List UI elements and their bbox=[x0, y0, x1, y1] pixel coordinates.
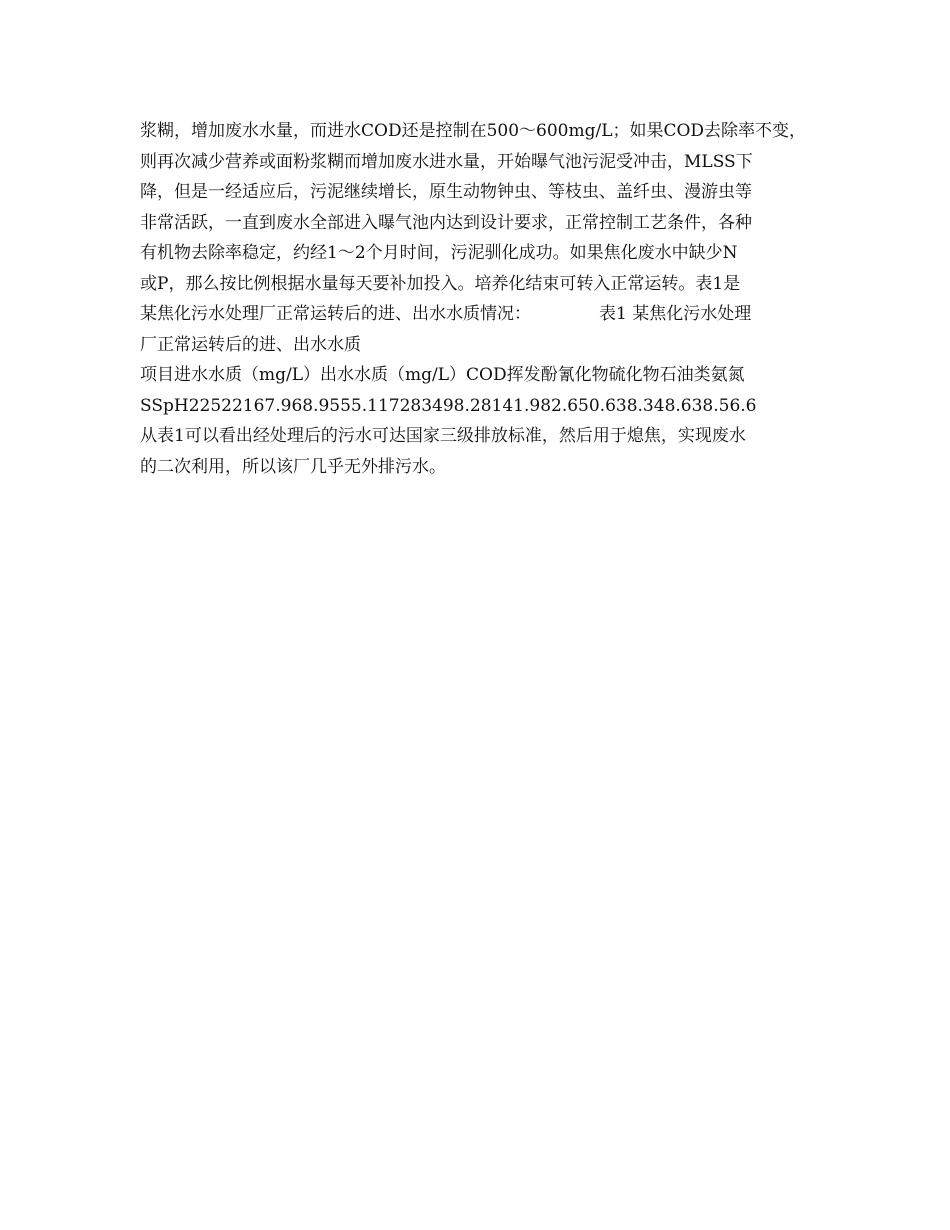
paragraph-line-with-caption bbox=[140, 299, 820, 330]
paragraph-text: 某焦化污水处理厂正常运转后的进、出水水质情况： bbox=[140, 304, 531, 324]
conclusion-line: 的二次利用，所以该厂几乎无外排污水。 bbox=[140, 456, 446, 477]
table-caption: 表1 某焦化污水处理 bbox=[599, 304, 752, 324]
paragraph-line: 有机物去除率稳定，约经1～2个月时间，污泥驯化成功。如果焦化废水中缺少N bbox=[140, 243, 738, 263]
paragraph-line: 降，但是一经适应后，污泥继续增长，原生动物钟虫、等枝虫、盖纤虫、漫游虫等 bbox=[140, 182, 752, 202]
table-caption-continued: 厂正常运转后的进、出水水质 bbox=[140, 334, 361, 355]
conclusion-line: 从表1可以看出经处理后的污水可达国家三级排放标准，然后用于熄焦，实现废水 bbox=[140, 426, 746, 446]
paragraph-line: 或P，那么按比例根据水量每天要补加投入。培养化结束可转入正常运转。表1是 bbox=[140, 273, 741, 294]
table-header-row: 项目进水水质（mg/L）出水水质（mg/L）COD挥发酚氰化物硫化物石油类氨氮 bbox=[140, 365, 745, 385]
paragraph-line: 则再次减少营养或面粉浆糊而增加废水进水量，开始曝气池污泥受冲击，MLSS下 bbox=[140, 151, 753, 172]
table-values-row: SSpH22522167.968.9555.117283498.28141.982.650.638.348.638.56.6 bbox=[140, 395, 757, 416]
document-body bbox=[140, 116, 820, 482]
paragraph-line: 浆糊，增加废水水量，而进水COD还是控制在500～600mg/L；如果COD去除率不变， bbox=[140, 121, 807, 141]
paragraph-line: 非常活跃，一直到废水全部进入曝气池内达到设计要求，正常控制工艺条件，各种 bbox=[140, 212, 752, 233]
